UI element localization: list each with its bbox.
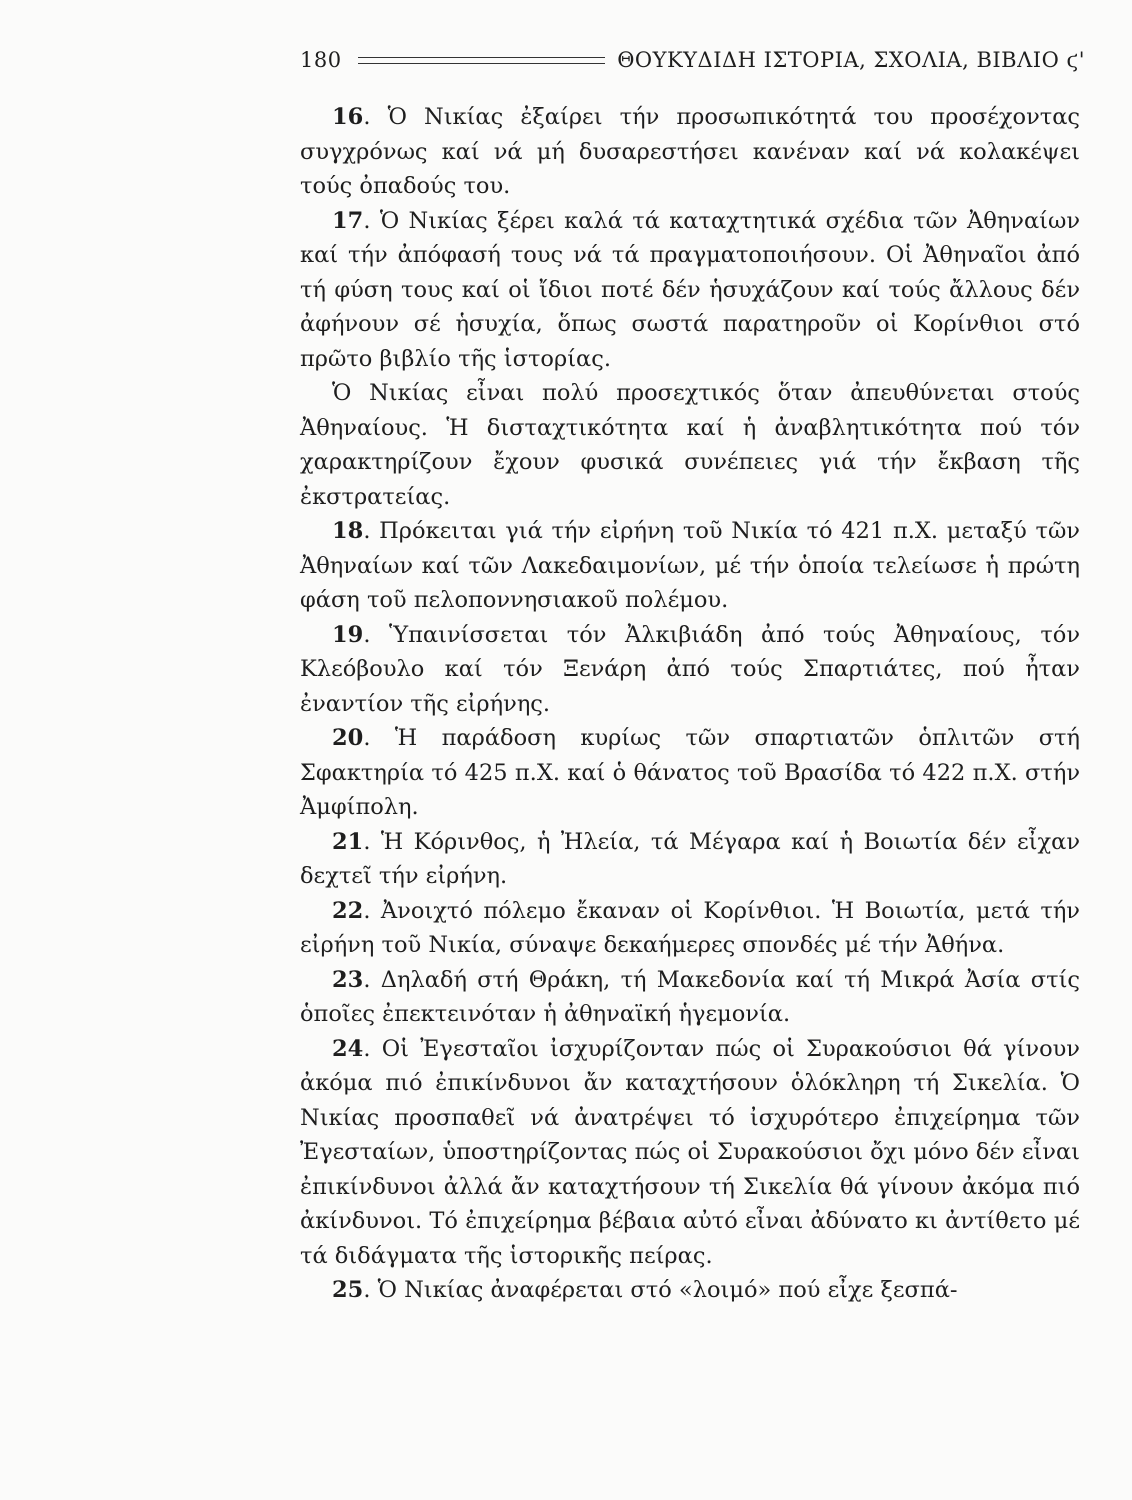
note-text: . Οἱ Ἐγεσταῖοι ἰσχυρίζονταν πώς οἱ Συρακούσιοι θά γίνουν ἀκόμα πιό ἐπικίνδυνοι ἄν καταχτήσουν ὁλόκληρη τή Σικελία. Ὁ Νικίας προσπαθεῖ νά ἀνατρέψει τό ἰσχυρότερο ἐπιχείρημα τῶν Ἐγεσταίων, ὑποστηρίζοντας πώς οἱ Συρακούσιοι ὄχι μόνο δέν εἶναι ἐπικίνδυνοι ἀλλά ἄν καταχτήσουν τή Σικελία θά γίνουν ἀκόμα πιό ἀκίνδυνοι. Τό ἐπιχείρημα βέβαια αὐτό εἶναι ἀδύνατο κι ἀντίθετο μέ τά διδάγματα τῆς ἱστορικῆς πείρας.	[300, 1035, 1080, 1269]
note-paragraph	[300, 204, 1080, 377]
note-number: 25	[332, 1277, 364, 1303]
note-paragraph	[300, 963, 1080, 1032]
note-number: 16	[332, 104, 364, 130]
note-text: . Ὑπαινίσσεται τόν Ἀλκιβιάδη ἀπό τούς Ἀθηναίους, τόν Κλεόβουλο καί τόν Ξενάρη ἀπό τούς Σπαρτιάτες, πού ἦταν ἐναντίον τῆς εἰρήνης.	[300, 621, 1080, 717]
running-header	[300, 44, 1085, 76]
note-paragraph	[300, 618, 1080, 722]
note-number: 19	[332, 621, 364, 648]
note-paragraph	[300, 894, 1080, 963]
note-paragraph	[300, 376, 1080, 514]
header-rule	[358, 57, 606, 64]
note-number: 18	[332, 518, 364, 544]
note-paragraph	[300, 1032, 1080, 1274]
note-number: 24	[332, 1035, 364, 1062]
note-text: . Ἀνοιχτό πόλεμο ἔκαναν οἱ Κορίνθιοι. Ἡ Βοιωτία, μετά τήν εἰρήνη τοῦ Νικία, σύναψε δεκαήμερες σπονδές μέ τήν Ἀθήνα.	[300, 897, 1080, 958]
note-text: . Ὁ Νικίας ξέρει καλά τά καταχτητικά σχέδια τῶν Ἀθηναίων καί τήν ἀπόφασή τους νά τά πραγματοποιήσουν. Οἱ Ἀθηναῖοι ἀπό τή φύση τους καί οἱ ἴδιοι ποτέ δέν ἡσυχάζουν καί τούς ἄλλους δέν ἀφήνουν σέ ἡσυχία, ὅπως σωστά παρατηροῦν οἱ Κορίνθιοι στό πρῶτο βιβλίο τῆς ἱστορίας.	[300, 207, 1080, 372]
running-title: ΘΟΥΚΥΔΙΔΗ ΙΣΤΟΡΙΑ, ΣΧΟΛΙΑ, ΒΙΒΛΙΟ ϛ'	[617, 48, 1085, 72]
note-text: . Πρόκειται γιά τήν εἰρήνη τοῦ Νικία τό 421 π.Χ. μεταξύ τῶν Ἀθηναίων καί τῶν Λακεδαιμονίων, μέ τήν ὁποία τελείωσε ἡ πρώτη φάση τοῦ πελοποννησιακοῦ πολέμου.	[300, 518, 1080, 613]
note-text: . Ὁ Νικίας ἐξαίρει τήν προσωπικότητά του προσέχοντας συγχρόνως καί νά μή δυσαρεστήσει κανέναν καί νά κολακέψει τούς ὀπαδούς του.	[300, 104, 1080, 199]
page-number: 180	[300, 48, 342, 72]
note-number: 20	[332, 725, 364, 751]
note-text: . Ἡ παράδοση κυρίως τῶν σπαρτιατῶν ὁπλιτῶν στή Σφακτηρία τό 425 π.Χ. καί ὁ θάνατος τοῦ Βρασίδα τό 422 π.Χ. στήν Ἀμφίπολη.	[300, 725, 1080, 820]
notes-body	[300, 100, 1080, 1308]
note-paragraph	[300, 514, 1080, 618]
note-text: . Δηλαδή στή Θράκη, τή Μακεδονία καί τή Μικρά Ἀσία στίς ὁποῖες ἐπεκτεινόταν ἡ ἀθηναϊκή ἡγεμονία.	[300, 966, 1080, 1027]
note-text: . Ἡ Κόρινθος, ἡ Ἠλεία, τά Μέγαρα καί ἡ Βοιωτία δέν εἶχαν δεχτεῖ τήν εἰρήνη.	[300, 828, 1080, 889]
note-text: Ὁ Νικίας εἶναι πολύ προσεχτικός ὅταν ἀπευθύνεται στούς Ἀθηναίους. Ἡ δισταχτικότητα καί ἡ ἀναβλητικότητα πού τόν χαρακτηρίζουν ἔχουν φυσικά συνέπειες γιά τήν ἔκβαση τῆς ἐκστρατείας.	[300, 380, 1080, 510]
note-number: 23	[332, 966, 364, 993]
note-paragraph	[300, 100, 1080, 204]
note-paragraph	[300, 721, 1080, 825]
note-paragraph	[300, 1273, 1080, 1308]
note-text: . Ὁ Νικίας ἀναφέρεται στό «λοιμό» πού εἶχε ξεσπά-	[363, 1277, 958, 1303]
note-number: 17	[332, 207, 364, 234]
note-paragraph	[300, 825, 1080, 894]
note-number: 22	[332, 897, 364, 924]
note-number: 21	[332, 828, 364, 855]
